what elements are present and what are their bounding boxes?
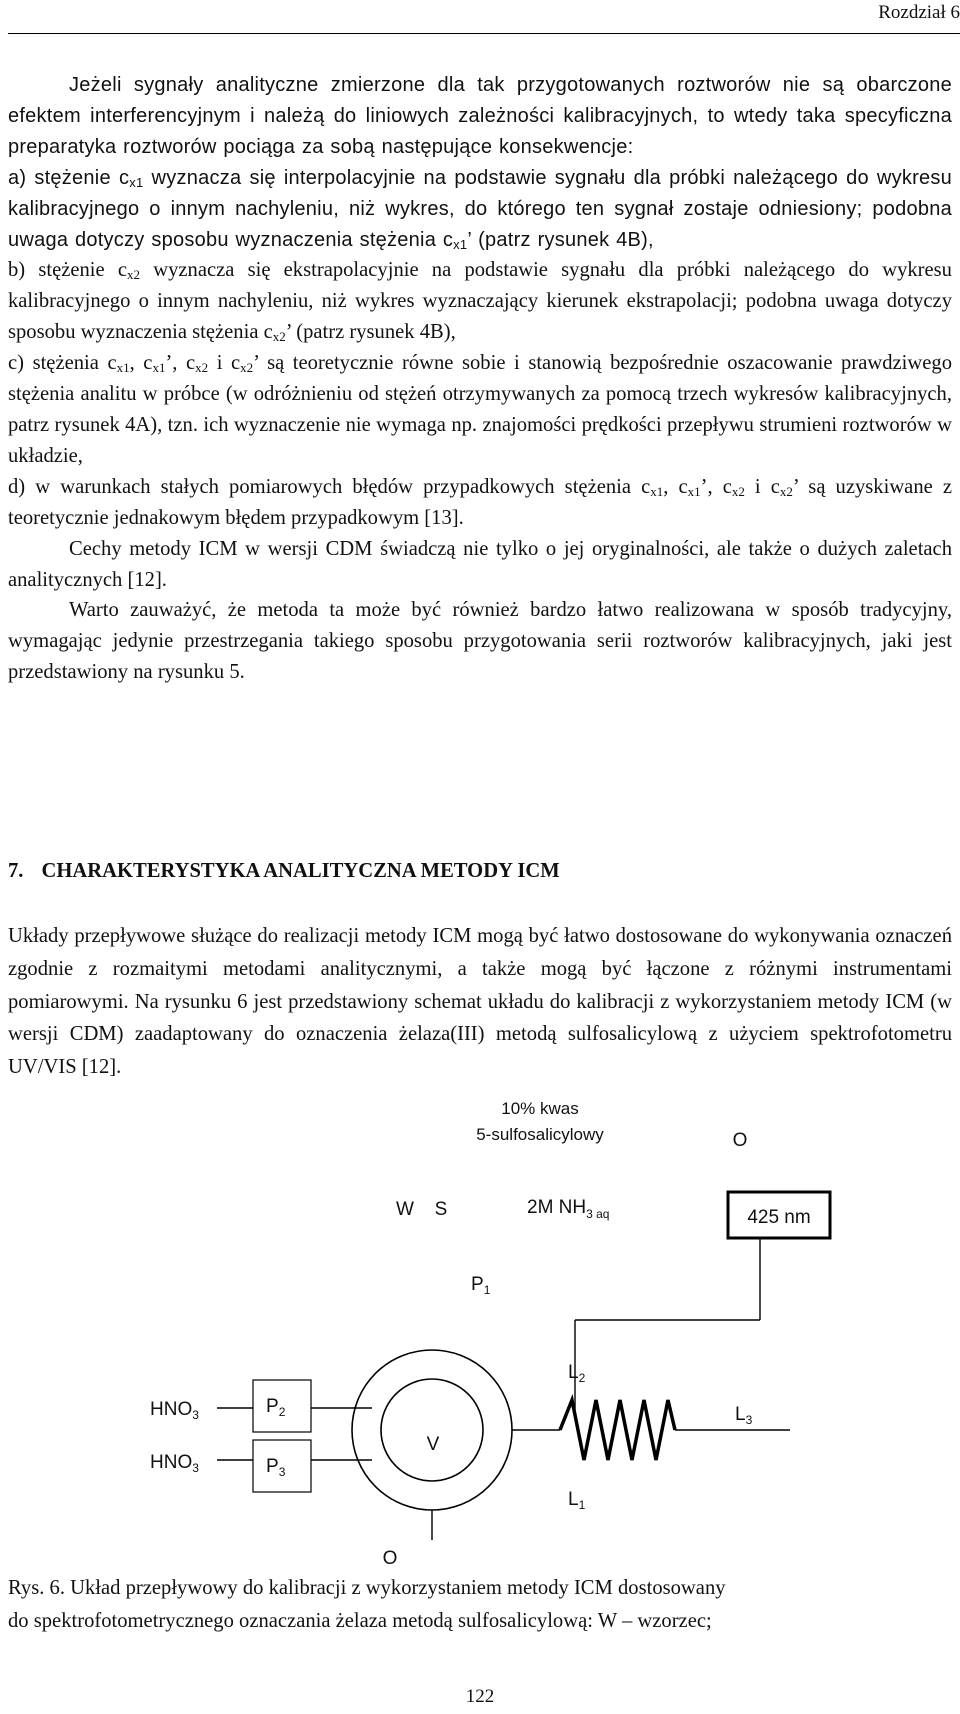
item-d-subscript-4: x2 bbox=[779, 483, 793, 499]
nitric-acid-label-2 bbox=[150, 1452, 199, 1475]
page-header bbox=[0, 0, 960, 40]
item-b-text-3: ’ (patrz rysunek 4B), bbox=[285, 321, 456, 344]
ammonia-label bbox=[527, 1197, 609, 1221]
item-d-text-1: d) w warunkach stałych pomiarowych błędów przypadkowych stężenia c bbox=[8, 475, 651, 498]
coil-l2-sub: 2 bbox=[578, 1371, 586, 1385]
coil-l3-sub: 3 bbox=[745, 1413, 753, 1427]
item-d-subscript-3: x2 bbox=[731, 483, 745, 499]
reagent-label-line1: 10% kwas bbox=[501, 1099, 579, 1118]
header-rule bbox=[8, 33, 960, 34]
section-number: 7. bbox=[8, 860, 24, 882]
item-c-text-2: , c bbox=[129, 352, 153, 375]
chapter-label: Rozdział 6 bbox=[878, 2, 960, 23]
section-title: CHARAKTERYSTYKA ANALITYCZNA METODY ICM bbox=[41, 860, 560, 882]
pump-p2-sub: 2 bbox=[278, 1405, 286, 1419]
item-a-text-1: a) stężenie c bbox=[8, 166, 130, 189]
pump-p3-sub: 3 bbox=[278, 1465, 286, 1479]
paragraph-intro: Jeżeli sygnały analityczne zmierzone dla tak przygotowanych roztworów nie są obarczone efektem interferencyjnym i należą do liniowych zależności kalibracyjnych, to wtedy taka specyficzna preparatyka roztworów pociąga za sobą następujące konsekwencje: bbox=[8, 74, 952, 158]
nitric-acid-1-sub: 3 bbox=[192, 1408, 199, 1422]
item-a-text-2: wyznacza się interpolacyjnie na podstawie sygnału dla próbki należącego do wykresu kalibracyjnego o innym nachyleniu, niż wykres, do którego ten sygnał zostaje odniesiony; podobna uwaga dotyczy sposobu wyznaczenia stężenia c bbox=[8, 166, 953, 251]
item-b-subscript-2: x2 bbox=[272, 329, 286, 345]
pump-p1-sub: 1 bbox=[483, 1283, 491, 1297]
coil-l3-main: L bbox=[735, 1404, 746, 1425]
coil-l1-main: L bbox=[568, 1489, 579, 1510]
paragraph-features: Cechy metody ICM w wersji CDM świadczą nie tylko o jej oryginalności, ale także o dużych zaletach analitycznych [12]. bbox=[8, 537, 952, 591]
reagent-label-line2: 5-sulfosalicylowy bbox=[476, 1125, 604, 1144]
ammonia-label-sub: 3 aq bbox=[586, 1207, 610, 1221]
detector-wavelength: 425 nm bbox=[747, 1207, 811, 1228]
section-text bbox=[8, 920, 952, 1084]
item-d-text-3: ’, c bbox=[700, 475, 732, 498]
caption-line-1: Rys. 6. Układ przepływowy do kalibracji z wykorzystaniem metody ICM dostosowany bbox=[8, 1577, 726, 1599]
nitric-acid-label-1 bbox=[150, 1399, 199, 1422]
valve-outer-circle bbox=[352, 1350, 512, 1510]
item-d-subscript-2: x1 bbox=[687, 483, 701, 499]
coil-l1-label bbox=[568, 1489, 586, 1512]
item-c-text-4: i c bbox=[208, 352, 241, 375]
list-item-c bbox=[8, 348, 952, 472]
nitric-acid-2-sub: 3 bbox=[192, 1461, 199, 1475]
item-b-text-2: wyznacza się ekstrapolacyjnie na podstawie sygnału dla próbki należącego do wykresu kalibracyjnego o innym nachyleniu, niż wykres wyznaczający kierunek ekstrapolacji; podobna uwaga dotyczy sposobu wyznaczenia stężenia c bbox=[8, 259, 952, 344]
nitric-acid-2-main: HNO bbox=[150, 1452, 193, 1473]
item-d-text-5: ’ są uzyskiwane z teoretycznie jednakowym błędem przypadkowym [13]. bbox=[8, 475, 952, 529]
item-d-text-4: i c bbox=[744, 475, 780, 498]
coil-l2-label bbox=[568, 1362, 586, 1385]
section-paragraph: Układy przepływowe służące do realizacji metody ICM mogą być łatwo dostosowane do wykonywania oznaczeń zgodnie z rozmaitymi metodami analitycznymi, a także mogą być łączone z różnymi instrumentami pomiarowymi. Na rysunku 6 jest przedstawiony schemat układu do kalibracji z wykorzystaniem metody ICM (w wersji CDM) zaadaptowany do oznaczenia żelaza(III) metodą sulfosalicylową z użyciem spektrofotometru UV/VIS [12]. bbox=[8, 925, 952, 1079]
item-d-text-2: , c bbox=[663, 475, 688, 498]
item-a-text-3: ’ (patrz rysunek 4B), bbox=[467, 228, 654, 251]
item-c-text-3: ’, c bbox=[165, 352, 196, 375]
list-item-b bbox=[8, 255, 952, 348]
pump-p2-main: P bbox=[266, 1396, 279, 1417]
reaction-coil-l2 bbox=[560, 1400, 675, 1460]
main-text bbox=[8, 70, 952, 688]
item-b-subscript-1: x2 bbox=[127, 267, 141, 283]
list-item-d bbox=[8, 472, 952, 534]
standard-label: W bbox=[396, 1199, 414, 1220]
page-number: 122 bbox=[465, 1686, 495, 1707]
item-c-subscript-2: x1 bbox=[152, 360, 166, 376]
flow-system-diagram bbox=[0, 1090, 960, 1570]
paragraph-traditional: Warto zauważyć, że metoda ta może być również bardzo łatwo realizowana w sposób tradycyjny, wymagając jedynie przestrzegania takiego sposobu przygotowania serii roztworów kalibracyjnych, jaki jest przedstawiony na rysunku 5. bbox=[8, 599, 952, 684]
sample-label: S bbox=[434, 1199, 448, 1220]
outlet-label-top: O bbox=[732, 1130, 748, 1151]
item-a-subscript-1: x1 bbox=[129, 174, 144, 190]
item-c-subscript-1: x1 bbox=[116, 360, 130, 376]
list-item-a bbox=[8, 163, 952, 256]
pump-p1-main: P bbox=[471, 1274, 484, 1295]
coil-l3-label bbox=[735, 1404, 753, 1427]
item-c-subscript-3: x2 bbox=[195, 360, 209, 376]
figure-caption bbox=[8, 1572, 952, 1638]
item-d-subscript-1: x1 bbox=[650, 483, 664, 499]
item-c-text-5: ’ są teoretycznie równe sobie i stanowią bezpośrednie oszacowanie prawdziwego stężenia analitu w próbce (w odróżnieniu od stężeń otrzymywanych za pomocą trzech wykresów kalibracyjnych, patrz rysunek 4A), tzn. ich wyznaczenie nie wymaga np. znajomości prędkości przepływu strumieni roztworów w układzie, bbox=[8, 352, 952, 467]
pump-p3-main: P bbox=[266, 1456, 279, 1477]
item-b-text-1: b) stężenie c bbox=[8, 259, 128, 282]
nitric-acid-1-main: HNO bbox=[150, 1399, 193, 1420]
coil-l2-main: L bbox=[568, 1362, 579, 1383]
caption-line-2: do spektrofotometrycznego oznaczania żelaza metodą sulfosalicylową: W – wzorzec; bbox=[8, 1610, 712, 1632]
diagram-svg bbox=[0, 1090, 960, 1570]
outlet-label-bottom: O bbox=[382, 1548, 398, 1569]
valve-label: V bbox=[426, 1434, 440, 1455]
valve-inner-circle bbox=[381, 1379, 483, 1481]
item-c-text-1: c) stężenia c bbox=[8, 352, 117, 375]
item-c-subscript-4: x2 bbox=[240, 360, 254, 376]
ammonia-label-main: 2M NH bbox=[527, 1197, 587, 1218]
pump-p1-label bbox=[471, 1274, 491, 1297]
coil-l1-sub: 1 bbox=[578, 1498, 586, 1512]
section-heading bbox=[8, 860, 560, 883]
item-a-subscript-2: x1 bbox=[453, 236, 468, 252]
